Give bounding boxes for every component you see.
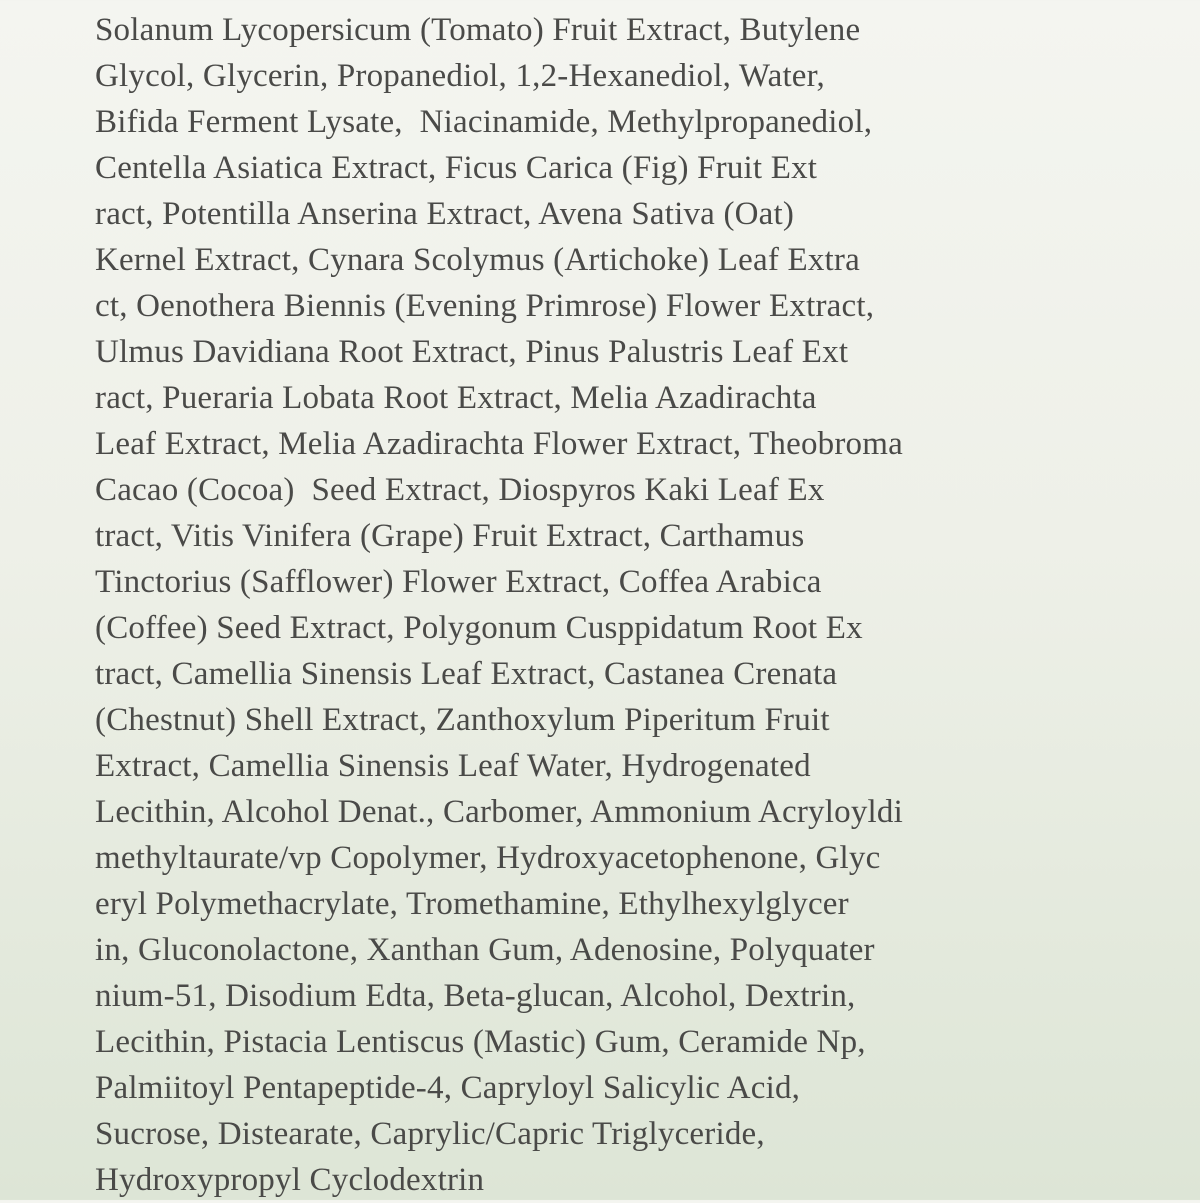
ingredient-line: Centella Asiatica Extract, Ficus Carica (Fig) Fruit Ext (95, 150, 818, 186)
ingredient-line: Kernel Extract, Cynara Scolymus (Artichoke) Leaf Extra (95, 242, 860, 278)
ingredient-line: eryl Polymethacrylate, Tromethamine, Ethylhexylglycer (95, 886, 849, 922)
ingredient-line: Lecithin, Pistacia Lentiscus (Mastic) Gum, Ceramide Np, (95, 1024, 866, 1060)
ingredient-line: Extract, Camellia Sinensis Leaf Water, Hydrogenated (95, 748, 811, 784)
ingredient-line: Glycol, Glycerin, Propanediol, 1,2-Hexanediol, Water, (95, 58, 825, 94)
ingredient-line: tract, Camellia Sinensis Leaf Extract, Castanea Crenata (95, 656, 838, 692)
ingredient-list (95, 7, 1155, 1197)
ingredient-line: Leaf Extract, Melia Azadirachta Flower Extract, Theobroma (95, 426, 903, 462)
ingredient-line: in, Gluconolactone, Xanthan Gum, Adenosine, Polyquater (95, 932, 875, 968)
ingredient-line: ract, Potentilla Anserina Extract, Avena Sativa (Oat) (95, 196, 795, 232)
ingredient-line: Sucrose, Distearate, Caprylic/Capric Triglyceride, (95, 1116, 765, 1152)
ingredient-line: Solanum Lycopersicum (Tomato) Fruit Extract, Butylene (95, 12, 861, 48)
ingredient-line: ct, Oenothera Biennis (Evening Primrose) Flower Extract, (95, 288, 875, 324)
ingredient-line: Lecithin, Alcohol Denat., Carbomer, Ammonium Acryloyldi (95, 794, 903, 830)
ingredient-line: (Coffee) Seed Extract, Polygonum Cusppidatum Root Ex (95, 610, 863, 646)
ingredient-line: methyltaurate/vp Copolymer, Hydroxyacetophenone, Glyc (95, 840, 881, 876)
ingredient-line: tract, Vitis Vinifera (Grape) Fruit Extract, Carthamus (95, 518, 805, 554)
ingredient-line: ract, Pueraria Lobata Root Extract, Melia Azadirachta (95, 380, 817, 416)
ingredient-line: Hydroxypropyl Cyclodextrin (95, 1162, 485, 1198)
ingredient-line: Bifida Ferment Lysate, Niacinamide, Methylpropanediol, (95, 104, 873, 140)
ingredient-line: (Chestnut) Shell Extract, Zanthoxylum Piperitum Fruit (95, 702, 830, 738)
ingredient-line: Ulmus Davidiana Root Extract, Pinus Palustris Leaf Ext (95, 334, 849, 370)
ingredient-line: Tinctorius (Safflower) Flower Extract, Coffea Arabica (95, 564, 822, 600)
ingredient-line: Cacao (Cocoa) Seed Extract, Diospyros Kaki Leaf Ex (95, 472, 825, 508)
ingredient-line: Palmiitoyl Pentapeptide-4, Capryloyl Salicylic Acid, (95, 1070, 801, 1106)
ingredient-line: nium-51, Disodium Edta, Beta-glucan, Alcohol, Dextrin, (95, 978, 856, 1014)
